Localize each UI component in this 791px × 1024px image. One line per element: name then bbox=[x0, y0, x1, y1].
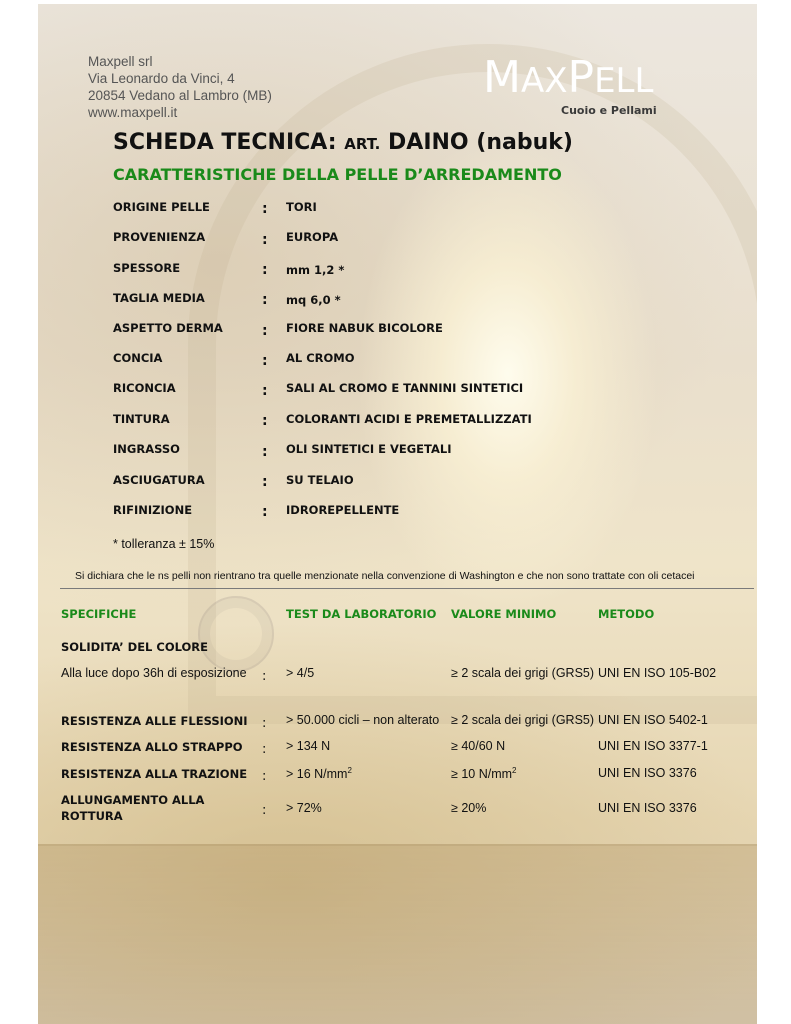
char-value: EUROPA bbox=[286, 230, 339, 244]
document-page bbox=[38, 4, 757, 1024]
spec-test: > 72% bbox=[286, 801, 322, 815]
page-title bbox=[113, 130, 573, 155]
spec-metodo: UNI EN ISO 3377-1 bbox=[598, 739, 708, 753]
char-label: SPESSORE bbox=[113, 261, 181, 275]
char-label: TINTURA bbox=[113, 412, 170, 426]
company-website: www.maxpell.it bbox=[88, 105, 178, 120]
title-prefix: SCHEDA TECNICA: bbox=[113, 130, 337, 155]
header-metodo: METODO bbox=[598, 607, 655, 621]
char-label: RICONCIA bbox=[113, 381, 176, 395]
company-city: 20854 Vedano al Lambro (MB) bbox=[88, 88, 272, 103]
char-colon: : bbox=[262, 474, 268, 490]
char-label: TAGLIA MEDIA bbox=[113, 291, 205, 305]
section-subtitle: CARATTERISTICHE DELLA PELLE D’ARREDAMENTO bbox=[113, 165, 562, 184]
char-colon: : bbox=[262, 262, 268, 278]
char-value: SU TELAIO bbox=[286, 473, 354, 487]
spec-test-sup: 2 bbox=[347, 766, 352, 775]
logo-rest-ell: ELL bbox=[594, 61, 654, 101]
logo-tagline: Cuoio e Pellami bbox=[561, 104, 657, 117]
char-label: CONCIA bbox=[113, 351, 163, 365]
header-specifiche: SPECIFICHE bbox=[61, 607, 137, 621]
spec-metodo: UNI EN ISO 3376 bbox=[598, 801, 697, 815]
char-value: SALI AL CROMO E TANNINI SINTETICI bbox=[286, 381, 524, 395]
spec-test: > 50.000 cicli – non alterato bbox=[286, 713, 440, 727]
char-value: COLORANTI ACIDI E PREMETALLIZZATI bbox=[286, 412, 532, 426]
spec-minimo: ≥ 2 scala dei grigi (GRS5) bbox=[451, 713, 595, 727]
title-art: ART. bbox=[344, 135, 381, 153]
spec-colon: : bbox=[262, 742, 267, 757]
char-label: PROVENIENZA bbox=[113, 230, 206, 244]
spec-minimo bbox=[451, 766, 517, 781]
char-value: AL CROMO bbox=[286, 351, 355, 365]
spec-colon: : bbox=[262, 716, 267, 731]
char-value: IDROREPELLENTE bbox=[286, 503, 400, 517]
maxpell-logo bbox=[483, 52, 653, 103]
char-colon: : bbox=[262, 444, 268, 460]
spec-minimo-text: ≥ 10 N/mm bbox=[451, 767, 513, 782]
char-value: mq 6,0 * bbox=[286, 293, 341, 307]
spec-colon: : bbox=[262, 803, 267, 818]
company-name: Maxpell srl bbox=[88, 54, 153, 69]
char-label: ORIGINE PELLE bbox=[113, 200, 210, 214]
spec-test bbox=[286, 766, 352, 781]
spec-colon: : bbox=[262, 769, 267, 784]
company-street: Via Leonardo da Vinci, 4 bbox=[88, 71, 235, 86]
spec-minimo: ≥ 2 scala dei grigi (GRS5) bbox=[451, 666, 595, 680]
title-name: DAINO (nabuk) bbox=[388, 130, 573, 155]
spec-label: RESISTENZA ALLE FLESSIONI bbox=[61, 714, 248, 728]
char-label: ASCIUGATURA bbox=[113, 473, 205, 487]
washington-declaration: Si dichiara che le ns pelli non rientrano tra quelle menzionate nella convenzione di Washington e che non sono trattate con oli cetacei bbox=[75, 570, 695, 582]
char-label: INGRASSO bbox=[113, 442, 180, 456]
medal-watermark bbox=[198, 596, 274, 672]
spec-label-line2: ROTTURA bbox=[61, 809, 123, 823]
spec-label: RESISTENZA ALLO STRAPPO bbox=[61, 740, 243, 754]
logo-initial-m: M bbox=[483, 52, 521, 103]
spec-label: RESISTENZA ALLA TRAZIONE bbox=[61, 767, 248, 781]
char-colon: : bbox=[262, 413, 268, 429]
logo-rest-ax: AX bbox=[520, 61, 568, 101]
char-label: RIFINIZIONE bbox=[113, 503, 193, 517]
spec-minimo: ≥ 20% bbox=[451, 801, 487, 815]
char-label: ASPETTO DERMA bbox=[113, 321, 223, 335]
header-minimo: VALORE MINIMO bbox=[451, 607, 557, 621]
section-solidita: SOLIDITA’ DEL COLORE bbox=[61, 640, 209, 654]
logo-initial-p: P bbox=[567, 52, 595, 103]
char-value: OLI SINTETICI E VEGETALI bbox=[286, 442, 452, 456]
spec-test: > 134 N bbox=[286, 739, 331, 753]
spec-minimo: ≥ 40/60 N bbox=[451, 739, 506, 753]
tolerance-note: * tolleranza ± 15% bbox=[113, 537, 215, 551]
char-value: TORI bbox=[286, 200, 317, 214]
spec-minimo-sup: 2 bbox=[512, 766, 517, 775]
spec-colon: : bbox=[262, 669, 267, 684]
header-test: TEST DA LABORATORIO bbox=[286, 607, 437, 621]
char-value: FIORE NABUK BICOLORE bbox=[286, 321, 443, 335]
char-colon: : bbox=[262, 201, 268, 217]
char-colon: : bbox=[262, 383, 268, 399]
spec-metodo: UNI EN ISO 3376 bbox=[598, 766, 697, 780]
spec-metodo: UNI EN ISO 105-B02 bbox=[598, 666, 717, 680]
char-colon: : bbox=[262, 504, 268, 520]
char-value: mm 1,2 * bbox=[286, 263, 345, 277]
spec-label-line1: ALLUNGAMENTO ALLA bbox=[61, 793, 205, 807]
divider-line bbox=[60, 588, 754, 589]
spec-test: > 4/5 bbox=[286, 666, 315, 680]
char-colon: : bbox=[262, 232, 268, 248]
char-colon: : bbox=[262, 323, 268, 339]
spec-metodo: UNI EN ISO 5402-1 bbox=[598, 713, 708, 727]
char-colon: : bbox=[262, 353, 268, 369]
spec-test-text: > 16 N/mm bbox=[286, 767, 348, 782]
char-colon: : bbox=[262, 292, 268, 308]
spec-label: Alla luce dopo 36h di esposizione bbox=[61, 666, 247, 680]
background-bench bbox=[38, 844, 757, 1024]
